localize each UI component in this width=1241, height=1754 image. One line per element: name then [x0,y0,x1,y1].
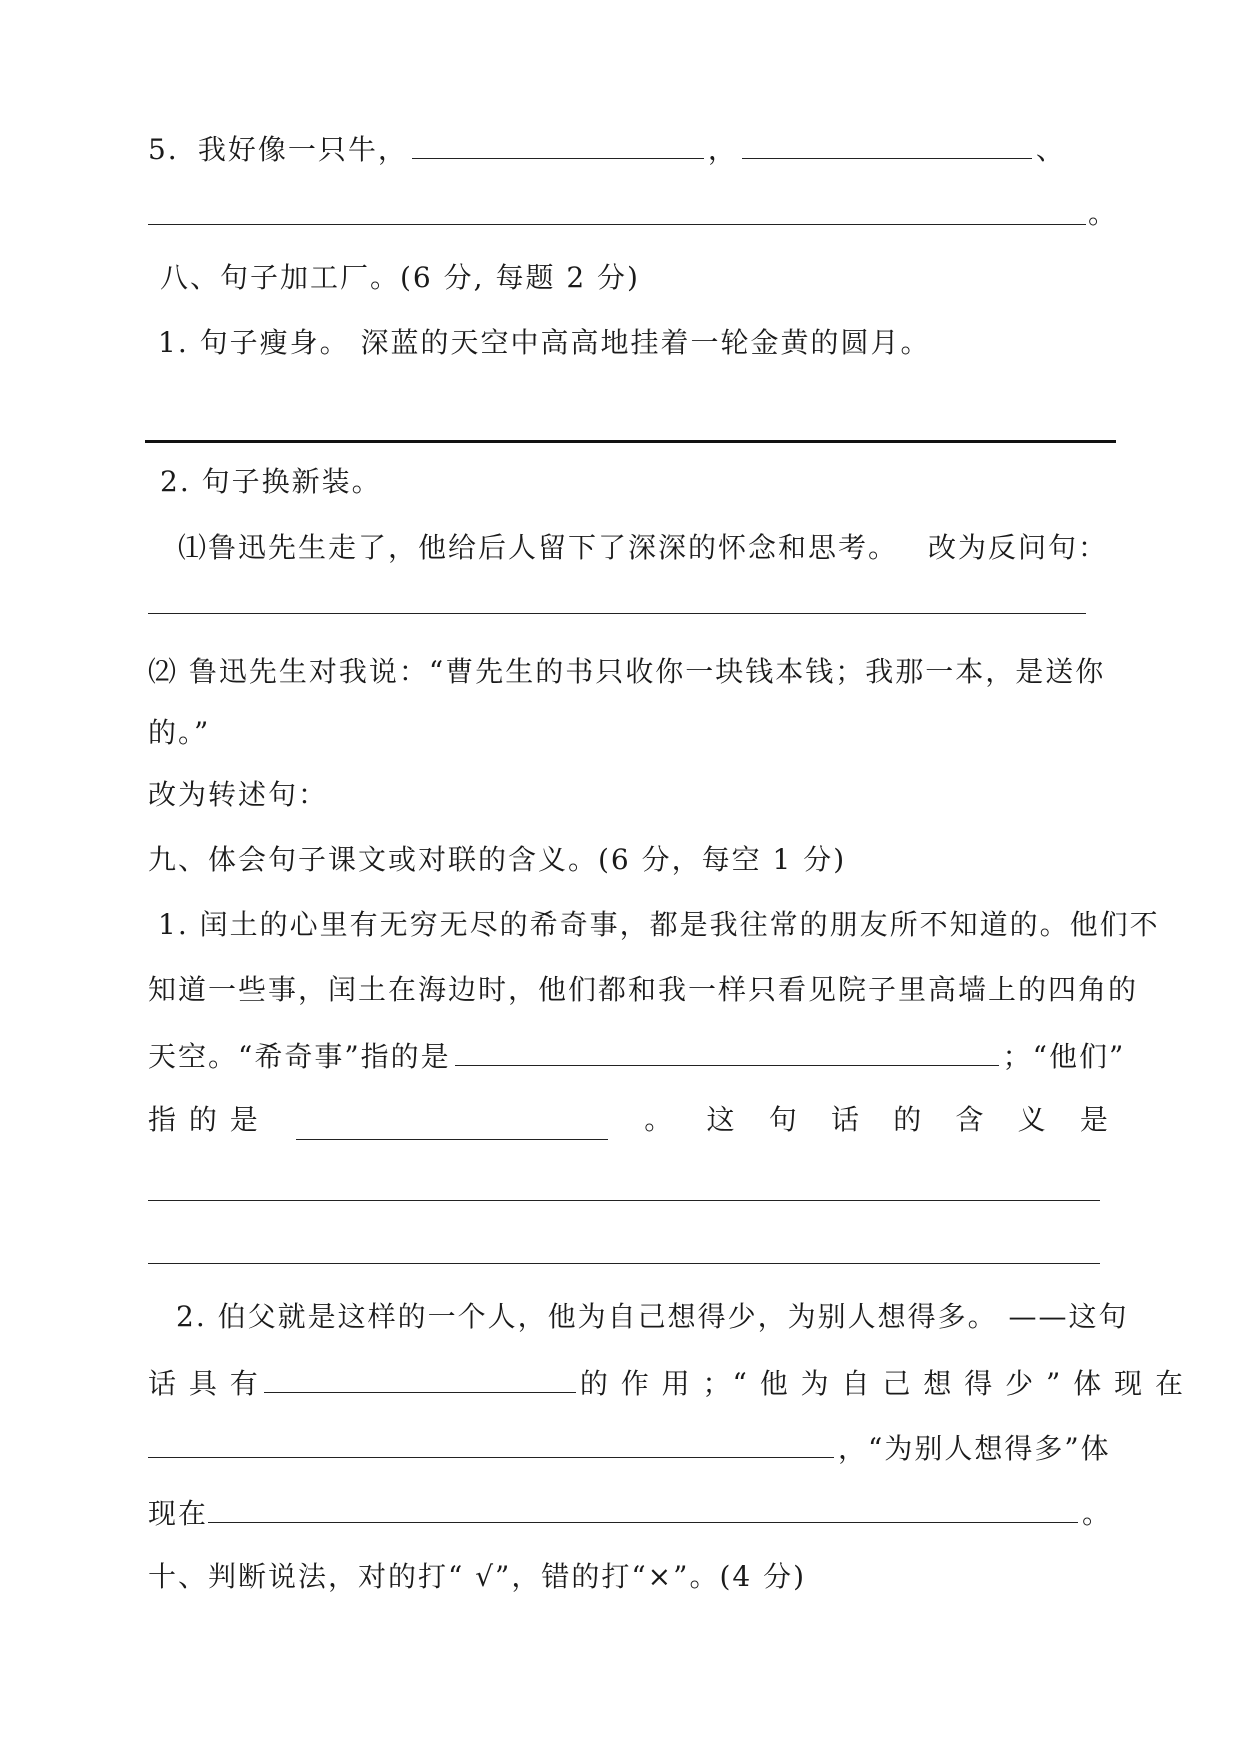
section9-item1-line3-b: ；“他们” [1002,1040,1126,1073]
section8-item2-1-row [178,528,1108,568]
section9-item2-line1: 2. 伯父就是这样的一个人，他为自己想得少，为别人想得多。 ——这句 [176,1300,1129,1333]
section8-heading: 八、句子加工厂。(6 分, 每题 2 分) [160,261,640,294]
section8-item2-2-task: 改为转述句： [148,778,329,811]
section9-item1-line4-a: 指 的 是 [148,1103,260,1136]
word-char: 话 [830,1103,861,1136]
answer-blank[interactable] [148,613,1086,614]
word-char: 的 [893,1103,924,1136]
answer-line[interactable] [145,440,1116,443]
section8-item2-1-task: 改为反问句： [927,531,1108,564]
section9-item1-line4-b: 。 [644,1103,675,1136]
answer-blank[interactable] [148,1427,834,1458]
section8-item2: 2. 句子换新装。 [160,465,382,498]
section9-item2-line2-a: 话 具 有 [148,1367,260,1400]
word-char: 是 [1079,1103,1110,1136]
word-char: 含 [955,1103,986,1136]
section9-item2-line3 [148,1427,1110,1469]
section9-item2-line2-b: 的 作 用 ；“ 他 为 自 己 想 得 少 ” 体 现 在 [579,1367,1186,1400]
section9-item2-line3-b: ，“为别人想得多”体 [838,1432,1111,1465]
section9-item1-line3-a: 天空。“希奇事”指的是 [148,1040,451,1073]
section8-item2-2-cont: 的。” [148,716,211,749]
answer-blank[interactable] [412,128,704,159]
section9-item1-line2: 知道一些事，闰土在海边时，他们都和我一样只看见院子里高墙上的四角的 [148,973,1139,1006]
q5-prefix: 5．我好像一只牛， [148,133,408,166]
section9-item2-line2 [148,1362,1186,1404]
section9-item1-line1: 1. 闰土的心里有无穷无尽的希奇事，都是我往常的朋友所不知道的。他们不 [158,908,1160,941]
section8-item2-2: ⑵ 鲁迅先生对我说：“曹先生的书只收你一块钱本钱；我那一本，是送你 [148,655,1106,688]
answer-blank[interactable] [742,128,1032,159]
word-char: 义 [1017,1103,1048,1136]
answer-blank[interactable] [264,1362,576,1393]
section10-heading: 十、判断说法，对的打“ √”，错的打“×”。(4 分) [148,1560,807,1593]
section9-item1-line3 [148,1035,1126,1077]
section9-item2-line4 [148,1492,1113,1534]
answer-blank[interactable] [455,1035,999,1066]
section9-item1-line4 [148,1100,1110,1140]
section8-item1: 1. 句子瘦身。 深蓝的天空中高高地挂着一轮金黄的圆月。 [158,326,931,359]
section9-heading: 九、体会句子课文或对联的含义。(6 分，每空 1 分) [148,843,847,876]
q5-enum-comma: 、 [1035,133,1066,166]
section9-item2-line4-a: 现在 [148,1497,209,1530]
answer-blank[interactable] [296,1109,608,1140]
answer-blank[interactable] [148,224,1086,225]
q5-comma: ， [707,133,738,166]
word-char: 句 [768,1103,799,1136]
section8-item2-1: ⑴鲁迅先生走了，他给后人留下了深深的怀念和思考。 [178,531,899,564]
q5-line1 [148,128,1110,170]
answer-blank[interactable] [208,1492,1078,1523]
q5-period: 。 [1088,197,1119,230]
answer-blank[interactable] [148,1200,1100,1201]
word-char: 这 [706,1103,737,1136]
answer-blank[interactable] [148,1263,1100,1264]
section9-item2-line4-b: 。 [1082,1497,1113,1530]
